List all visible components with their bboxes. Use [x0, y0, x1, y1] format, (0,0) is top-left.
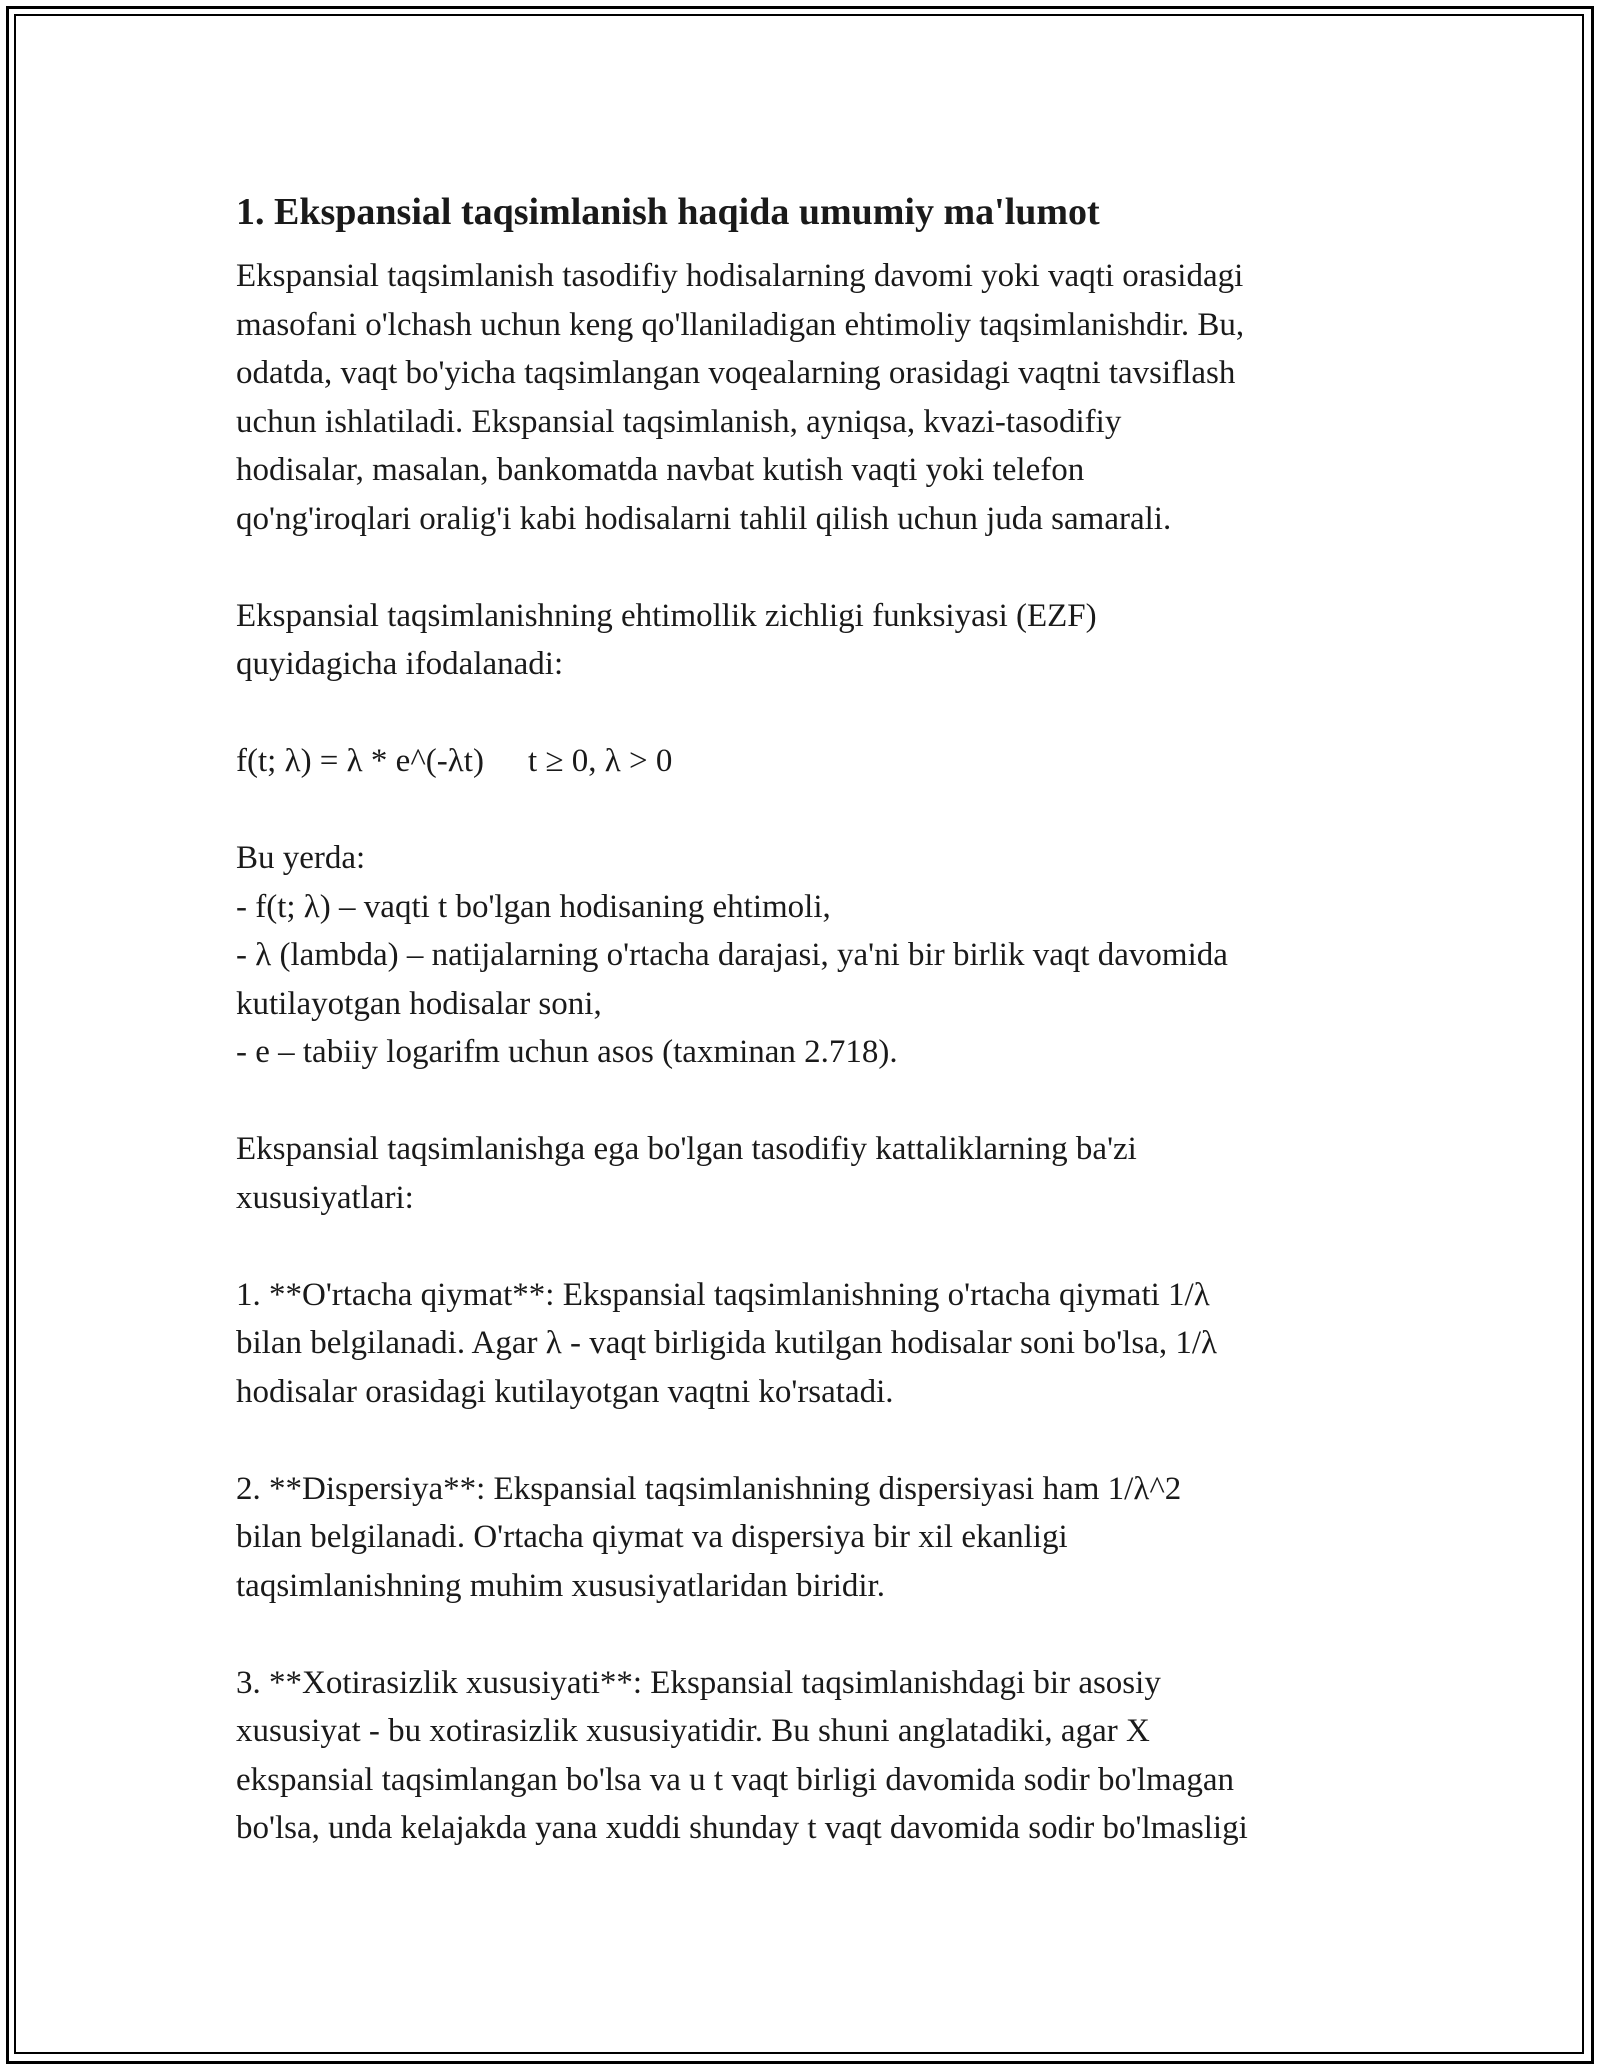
paragraph-spacer: [236, 689, 1386, 738]
text-line: hodisalar, masalan, bankomatda navbat kutish vaqti yoki telefon: [236, 452, 1085, 488]
property-mean-paragraph: [236, 1271, 1386, 1417]
text-line: bilan belgilanadi. O'rtacha qiymat va dispersiya bir xil ekanligi: [236, 1519, 1068, 1555]
section-heading: 1. Ekspansial taqsimlanish haqida umumiy ma'lumot: [236, 191, 1100, 233]
text-line: ekspansial taqsimlangan bo'lsa va u t vaqt birligi davomida sodir bo'lmagan: [236, 1761, 1235, 1798]
intro-paragraph: [236, 252, 1386, 543]
text-line: bo'lsa, unda kelajakda yana xuddi shunday t vaqt davomida sodir bo'lmasligi: [236, 1810, 1248, 1846]
properties-intro-paragraph: [236, 1125, 1386, 1222]
text-line: 1. **O'rtacha qiymat**: Ekspansial taqsimlanishning o'rtacha qiymati 1/λ: [236, 1276, 1210, 1313]
text-line: Bu yerda:: [236, 840, 366, 876]
text-line: Ekspansial taqsimlanishga ega bo'lgan tasodifiy kattaliklarning ba'zi: [236, 1131, 1137, 1167]
text-line: xususiyat - bu xotirasizlik xususiyatidir. Bu shuni anglatadiki, agar X: [236, 1713, 1150, 1749]
paragraph-spacer: [236, 1222, 1386, 1271]
text-line: xususiyatlari:: [236, 1179, 414, 1216]
text-line: 3. **Xotirasizlik xususiyati**: Ekspansial taqsimlanishdagi bir asosiy: [236, 1664, 1161, 1701]
where-paragraph: [236, 834, 1386, 1077]
property-memoryless-paragraph: [236, 1659, 1386, 1853]
paragraph-spacer: [236, 1077, 1386, 1126]
text-line: qo'ng'iroqlari oralig'i kabi hodisalarni tahlil qilish uchun juda samarali.: [236, 500, 1172, 537]
text-line: kutilayotgan hodisalar soni,: [236, 985, 602, 1022]
paragraph-spacer: [236, 1610, 1386, 1659]
text-line: Ekspansial taqsimlanishning ehtimollik zichligi funksiyasi (EZF): [236, 597, 1097, 634]
paragraph-spacer: [236, 543, 1386, 592]
text-line: hodisalar orasidagi kutilayotgan vaqtni ko'rsatadi.: [236, 1373, 894, 1410]
list-item: - f(t; λ) – vaqti t bo'lgan hodisaning ehtimoli,: [236, 888, 831, 925]
paragraph-spacer: [236, 1416, 1386, 1465]
pdf-formula: [236, 737, 1386, 786]
formula-condition: t ≥ 0, λ > 0: [527, 743, 673, 779]
list-item: - λ (lambda) – natijalarning o'rtacha darajasi, ya'ni bir birlik vaqt davomida: [236, 937, 1228, 973]
text-line: odatda, vaqt bo'yicha taqsimlangan voqealarning orasidagi vaqtni tavsiflash: [236, 355, 1236, 391]
list-item: - e – tabiiy logarifm uchun asos (taxminan 2.718).: [236, 1034, 898, 1070]
text-line: masofani o'lchash uchun keng qo'llaniladigan ehtimoliy taqsimlanishdir. Bu,: [236, 306, 1245, 343]
paragraph-spacer: [236, 786, 1386, 835]
text-line: taqsimlanishning muhim xususiyatlaridan biridir.: [236, 1567, 885, 1604]
text-line: uchun ishlatiladi. Ekspansial taqsimlanish, ayniqsa, kvazi-tasodifiy: [236, 403, 1122, 440]
property-variance-paragraph: [236, 1465, 1386, 1611]
text-line: Ekspansial taqsimlanish tasodifiy hodisalarning davomi yoki vaqti orasidagi: [236, 258, 1244, 294]
formula-expression: f(t; λ) = λ * e^(-λt): [236, 743, 484, 779]
text-line: 2. **Dispersiya**: Ekspansial taqsimlanishning dispersiyasi ham 1/λ^2: [236, 1470, 1182, 1507]
pdf-intro-paragraph: [236, 592, 1386, 689]
text-line: bilan belgilanadi. Agar λ - vaqt birligida kutilgan hodisalar soni bo'lsa, 1/λ: [236, 1325, 1218, 1361]
text-line: quyidagicha ifodalanadi:: [236, 646, 564, 682]
document-body: [236, 188, 1386, 1853]
